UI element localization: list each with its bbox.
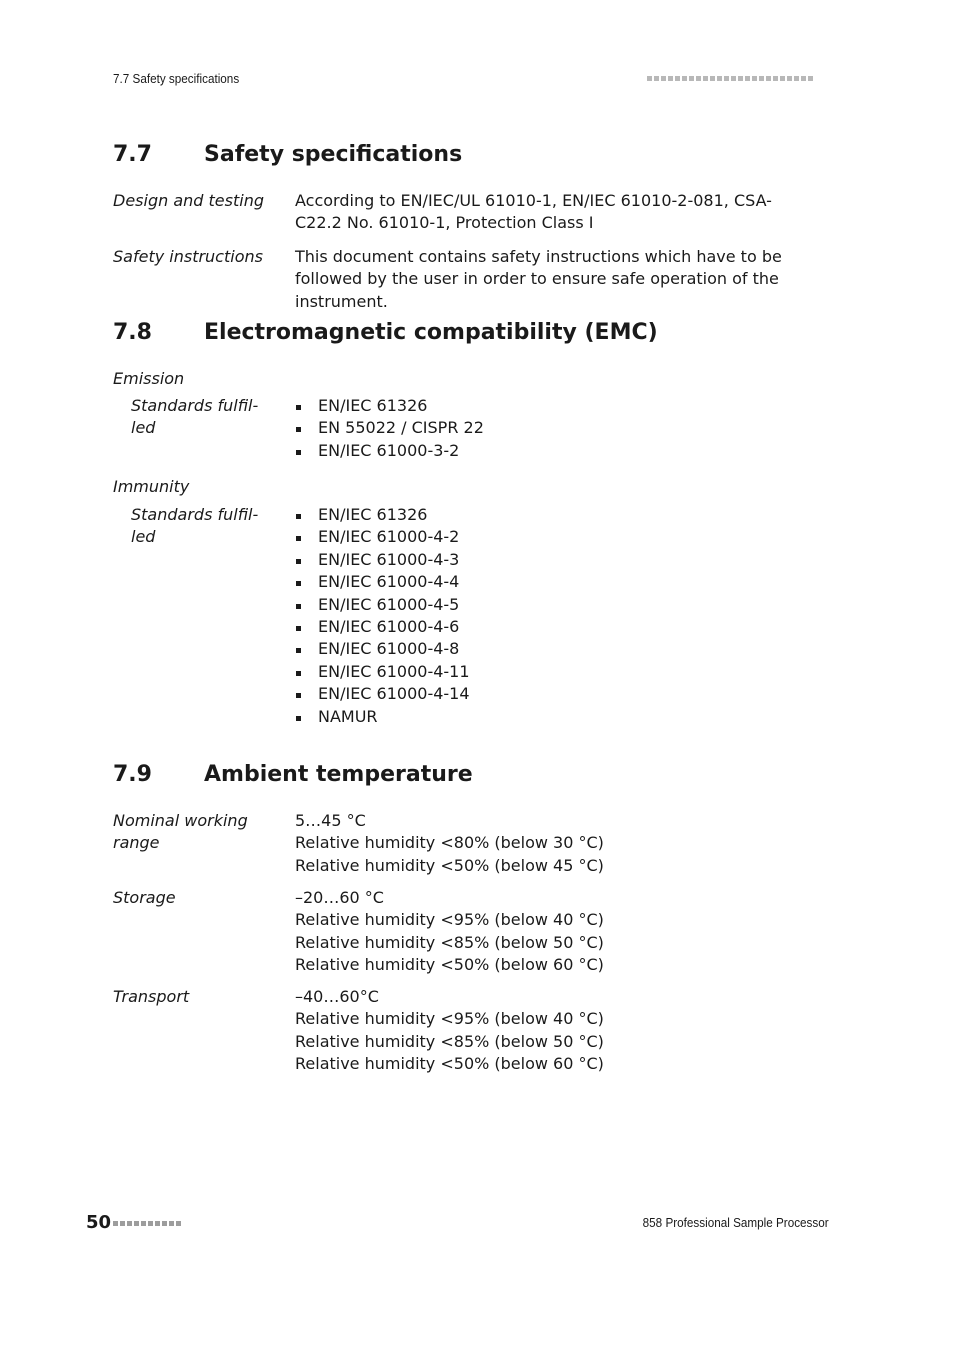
list-item: NAMUR [295, 706, 470, 728]
list-item: EN/IEC 61326 [295, 395, 484, 417]
spec-value: This document contains safety instructions which have to be followed by the user in order to ensure safe operation of the instrument. [295, 247, 782, 311]
footer-decoration [113, 1221, 181, 1226]
list-item: EN/IEC 61000-4-11 [295, 661, 470, 683]
list-item: EN/IEC 61000-4-14 [295, 683, 470, 705]
footer-product-title: 858 Professional Sample Processor [642, 1215, 829, 1230]
section-heading-7-9: 7.9 Ambient temperature [113, 762, 473, 787]
list-item: EN/IEC 61000-4-2 [295, 526, 470, 548]
spec-label: Standards fulfil- led [131, 505, 259, 546]
list-item: EN/IEC 61000-4-6 [295, 616, 470, 638]
spec-value: 5…45 °C Relative humidity <80% (below 30 °C) Relative humidity <50% (below 45 °C) [295, 811, 604, 875]
spec-value: According to EN/IEC/UL 61010-1, EN/IEC 61010-2-081, CSA-C22.2 No. 61010-1, Protection Class I [295, 191, 772, 233]
list-item: EN/IEC 61000-4-4 [295, 571, 470, 593]
list-item: EN/IEC 61000-3-2 [295, 440, 484, 462]
page-number: 50 [86, 1212, 112, 1233]
spec-label: Transport [113, 987, 190, 1006]
section-heading-7-8: 7.8 Electromagnetic compatibility (EMC) [113, 320, 658, 345]
list-item: EN/IEC 61000-4-5 [295, 594, 470, 616]
spec-label: Nominal working range [113, 811, 248, 852]
immunity-standards-list [295, 504, 470, 728]
spec-value: –20…60 °C Relative humidity <95% (below 40 °C) Relative humidity <85% (below 50 °C) Relative humidity <50% (below 60 °C) [295, 888, 604, 975]
list-item: EN/IEC 61326 [295, 504, 470, 526]
subheading-immunity: Immunity [113, 477, 190, 496]
spec-label: Storage [113, 888, 176, 907]
running-header: 7.7 Safety specifications [113, 71, 240, 86]
header-decoration [647, 76, 813, 81]
subheading-emission: Emission [113, 369, 185, 388]
emission-standards-list [295, 395, 484, 462]
section-heading-7-7: 7.7 Safety specifications [113, 142, 463, 167]
spec-label: Standards fulfil- led [131, 396, 259, 437]
list-item: EN 55022 / CISPR 22 [295, 417, 484, 439]
spec-value: –40…60°C Relative humidity <95% (below 40 °C) Relative humidity <85% (below 50 °C) Relative humidity <50% (below 60 °C) [295, 987, 604, 1074]
spec-label: Safety instructions [113, 247, 263, 266]
list-item: EN/IEC 61000-4-8 [295, 638, 470, 660]
spec-label: Design and testing [113, 191, 264, 210]
list-item: EN/IEC 61000-4-3 [295, 549, 470, 571]
